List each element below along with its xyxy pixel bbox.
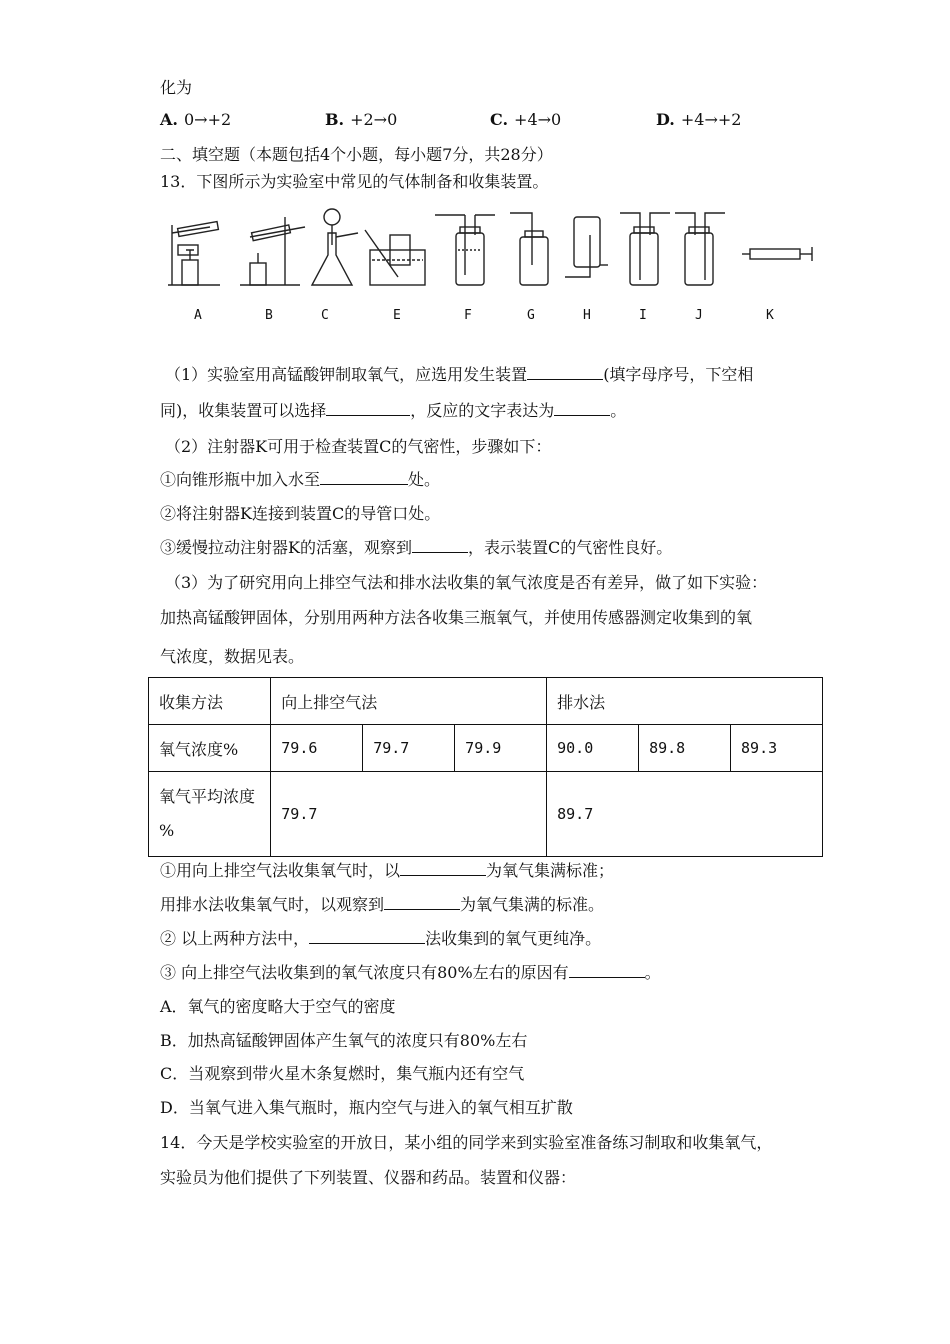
apparatus-i: [620, 213, 670, 285]
text: ，反应的文字表达为: [410, 401, 555, 420]
text: 法收集到的氧气更纯净。: [425, 929, 602, 948]
text: ①向锥形瓶中加入水至: [160, 470, 321, 489]
q13-stem: 13．下图所示为实验室中常见的气体制备和收集装置。: [160, 172, 549, 191]
apparatus-label: H: [583, 308, 591, 323]
apparatus-label: I: [639, 308, 647, 323]
text: 同)，收集装置可以选择: [160, 401, 327, 420]
table-cell: 79.7: [363, 725, 455, 772]
apparatus-label: E: [393, 308, 401, 323]
table-row: [149, 725, 823, 772]
apparatus-label: C: [321, 308, 329, 323]
q13-step3: [160, 538, 672, 558]
text: 为氧气集满的标准。: [460, 895, 605, 914]
q13-step1: [160, 470, 440, 490]
answer-blank[interactable]: [569, 963, 645, 978]
table-cell: 89.8: [639, 725, 731, 772]
answer-blank[interactable]: [384, 895, 460, 910]
text: %: [159, 821, 175, 840]
apparatus-label: K: [766, 308, 774, 323]
text: 处。: [408, 470, 441, 489]
q13-part1-line1: [165, 365, 753, 385]
option-text: +2→0: [350, 110, 398, 129]
option-a: [160, 110, 231, 129]
table-header: 排水法: [547, 678, 823, 725]
apparatus-drawing: [160, 205, 820, 300]
q13-step2: ②将注射器K连接到装置C的导管口处。: [160, 504, 441, 523]
q13-part3-line1: （3）为了研究用向上排空气法和排水法收集的氧气浓度是否有差异，做了如下实验：: [165, 573, 768, 592]
table-cell: 89.3: [731, 725, 823, 772]
option-text: +4→0: [514, 110, 562, 129]
option-b: [325, 110, 397, 129]
text: ，表示装置C的气密性良好。: [467, 538, 673, 557]
table-cell: 79.6: [271, 725, 363, 772]
apparatus-f: [435, 215, 495, 285]
answer-blank[interactable]: [527, 365, 603, 380]
option-c: [490, 110, 561, 129]
apparatus-label: J: [695, 308, 703, 323]
answer-blank[interactable]: [400, 861, 486, 876]
q13-part2: （2）注射器K可用于检查装置C的气密性，步骤如下：: [165, 437, 552, 456]
table-cell: 氧气浓度%: [149, 725, 271, 772]
apparatus-e: [365, 230, 425, 285]
choice-d: D．当氧气进入集气瓶时，瓶内空气与进入的氧气相互扩散: [160, 1098, 573, 1117]
table-header: 向上排空气法: [271, 678, 547, 725]
text: ③缓慢拉动注射器K的活塞，观察到: [160, 538, 412, 557]
q14-line2: 实验员为他们提供了下列装置、仪器和药品。装置和仪器：: [160, 1168, 577, 1187]
choice-c: C．当观察到带火星木条复燃时，集气瓶内还有空气: [160, 1064, 525, 1083]
option-label: B.: [325, 110, 345, 129]
apparatus-k: [742, 247, 812, 261]
table-cell: 89.7: [547, 772, 823, 857]
apparatus-label: F: [464, 308, 472, 323]
q13-part3-line3: 气浓度，数据见表。: [160, 647, 305, 666]
text: (填字母序号，下空相: [603, 365, 754, 384]
answer-blank[interactable]: [320, 470, 408, 485]
text: （1）实验室用高锰酸钾制取氧气，应选用发生装置: [165, 365, 528, 384]
apparatus-b: [240, 217, 305, 285]
apparatus-c: [312, 209, 358, 285]
q13-part1-line2: [160, 401, 626, 421]
apparatus-label: A: [194, 308, 202, 323]
apparatus-g: [510, 213, 548, 285]
text: 为氧气集满标准；: [486, 861, 615, 880]
table-cell: 90.0: [547, 725, 639, 772]
q13-answer1-line1: [160, 861, 614, 881]
apparatus-figure: [160, 205, 820, 300]
table-cell: [149, 772, 271, 857]
option-text: 0→+2: [183, 110, 232, 129]
table-row: [149, 678, 823, 725]
table-header: 收集方法: [149, 678, 271, 725]
choice-b: B．加热高锰酸钾固体产生氧气的浓度只有80%左右: [160, 1031, 528, 1050]
text: 。: [644, 963, 661, 982]
q13-answer1-line2: [160, 895, 604, 915]
answer-blank[interactable]: [326, 401, 410, 416]
option-label: D.: [656, 110, 675, 129]
apparatus-h: [565, 217, 608, 277]
text: 。: [610, 401, 627, 420]
option-label: C.: [490, 110, 509, 129]
table-cell: 79.7: [271, 772, 547, 857]
text: ② 以上两种方法中，: [160, 929, 310, 948]
option-label: A.: [160, 110, 178, 129]
answer-blank[interactable]: [309, 929, 425, 944]
apparatus-labels: [160, 308, 820, 328]
apparatus-j: [675, 213, 725, 285]
top-continuation: 化为: [160, 78, 193, 97]
text: 氧气平均浓度: [159, 787, 256, 806]
choice-a: A．氧气的密度略大于空气的密度: [160, 997, 396, 1016]
oxygen-concentration-table: [148, 677, 823, 857]
q13-part3-line2: 加热高锰酸钾固体，分别用两种方法各收集三瓶氧气，并使用传感器测定收集到的氧: [160, 608, 753, 627]
q13-answer3: [160, 963, 661, 983]
section-title: 二、填空题（本题包括4个小题，每小题7分，共28分）: [160, 145, 553, 164]
apparatus-label: G: [527, 308, 535, 323]
text: 用排水法收集氧气时，以观察到: [160, 895, 385, 914]
apparatus-a: [168, 222, 220, 285]
option-d: [656, 110, 741, 129]
apparatus-label: B: [265, 308, 273, 323]
table-row: [149, 772, 823, 857]
table-cell: 79.9: [455, 725, 547, 772]
text: ①用向上排空气法收集氧气时，以: [160, 861, 401, 880]
q14-line1: 14．今天是学校实验室的开放日，某小组的同学来到实验室准备练习制取和收集氧气，: [160, 1133, 773, 1152]
answer-blank[interactable]: [412, 538, 468, 553]
answer-blank[interactable]: [554, 401, 610, 416]
q13-answer2: [160, 929, 601, 949]
text: ③ 向上排空气法收集到的氧气浓度只有80%左右的原因有: [160, 963, 569, 982]
option-text: +4→+2: [680, 110, 742, 129]
